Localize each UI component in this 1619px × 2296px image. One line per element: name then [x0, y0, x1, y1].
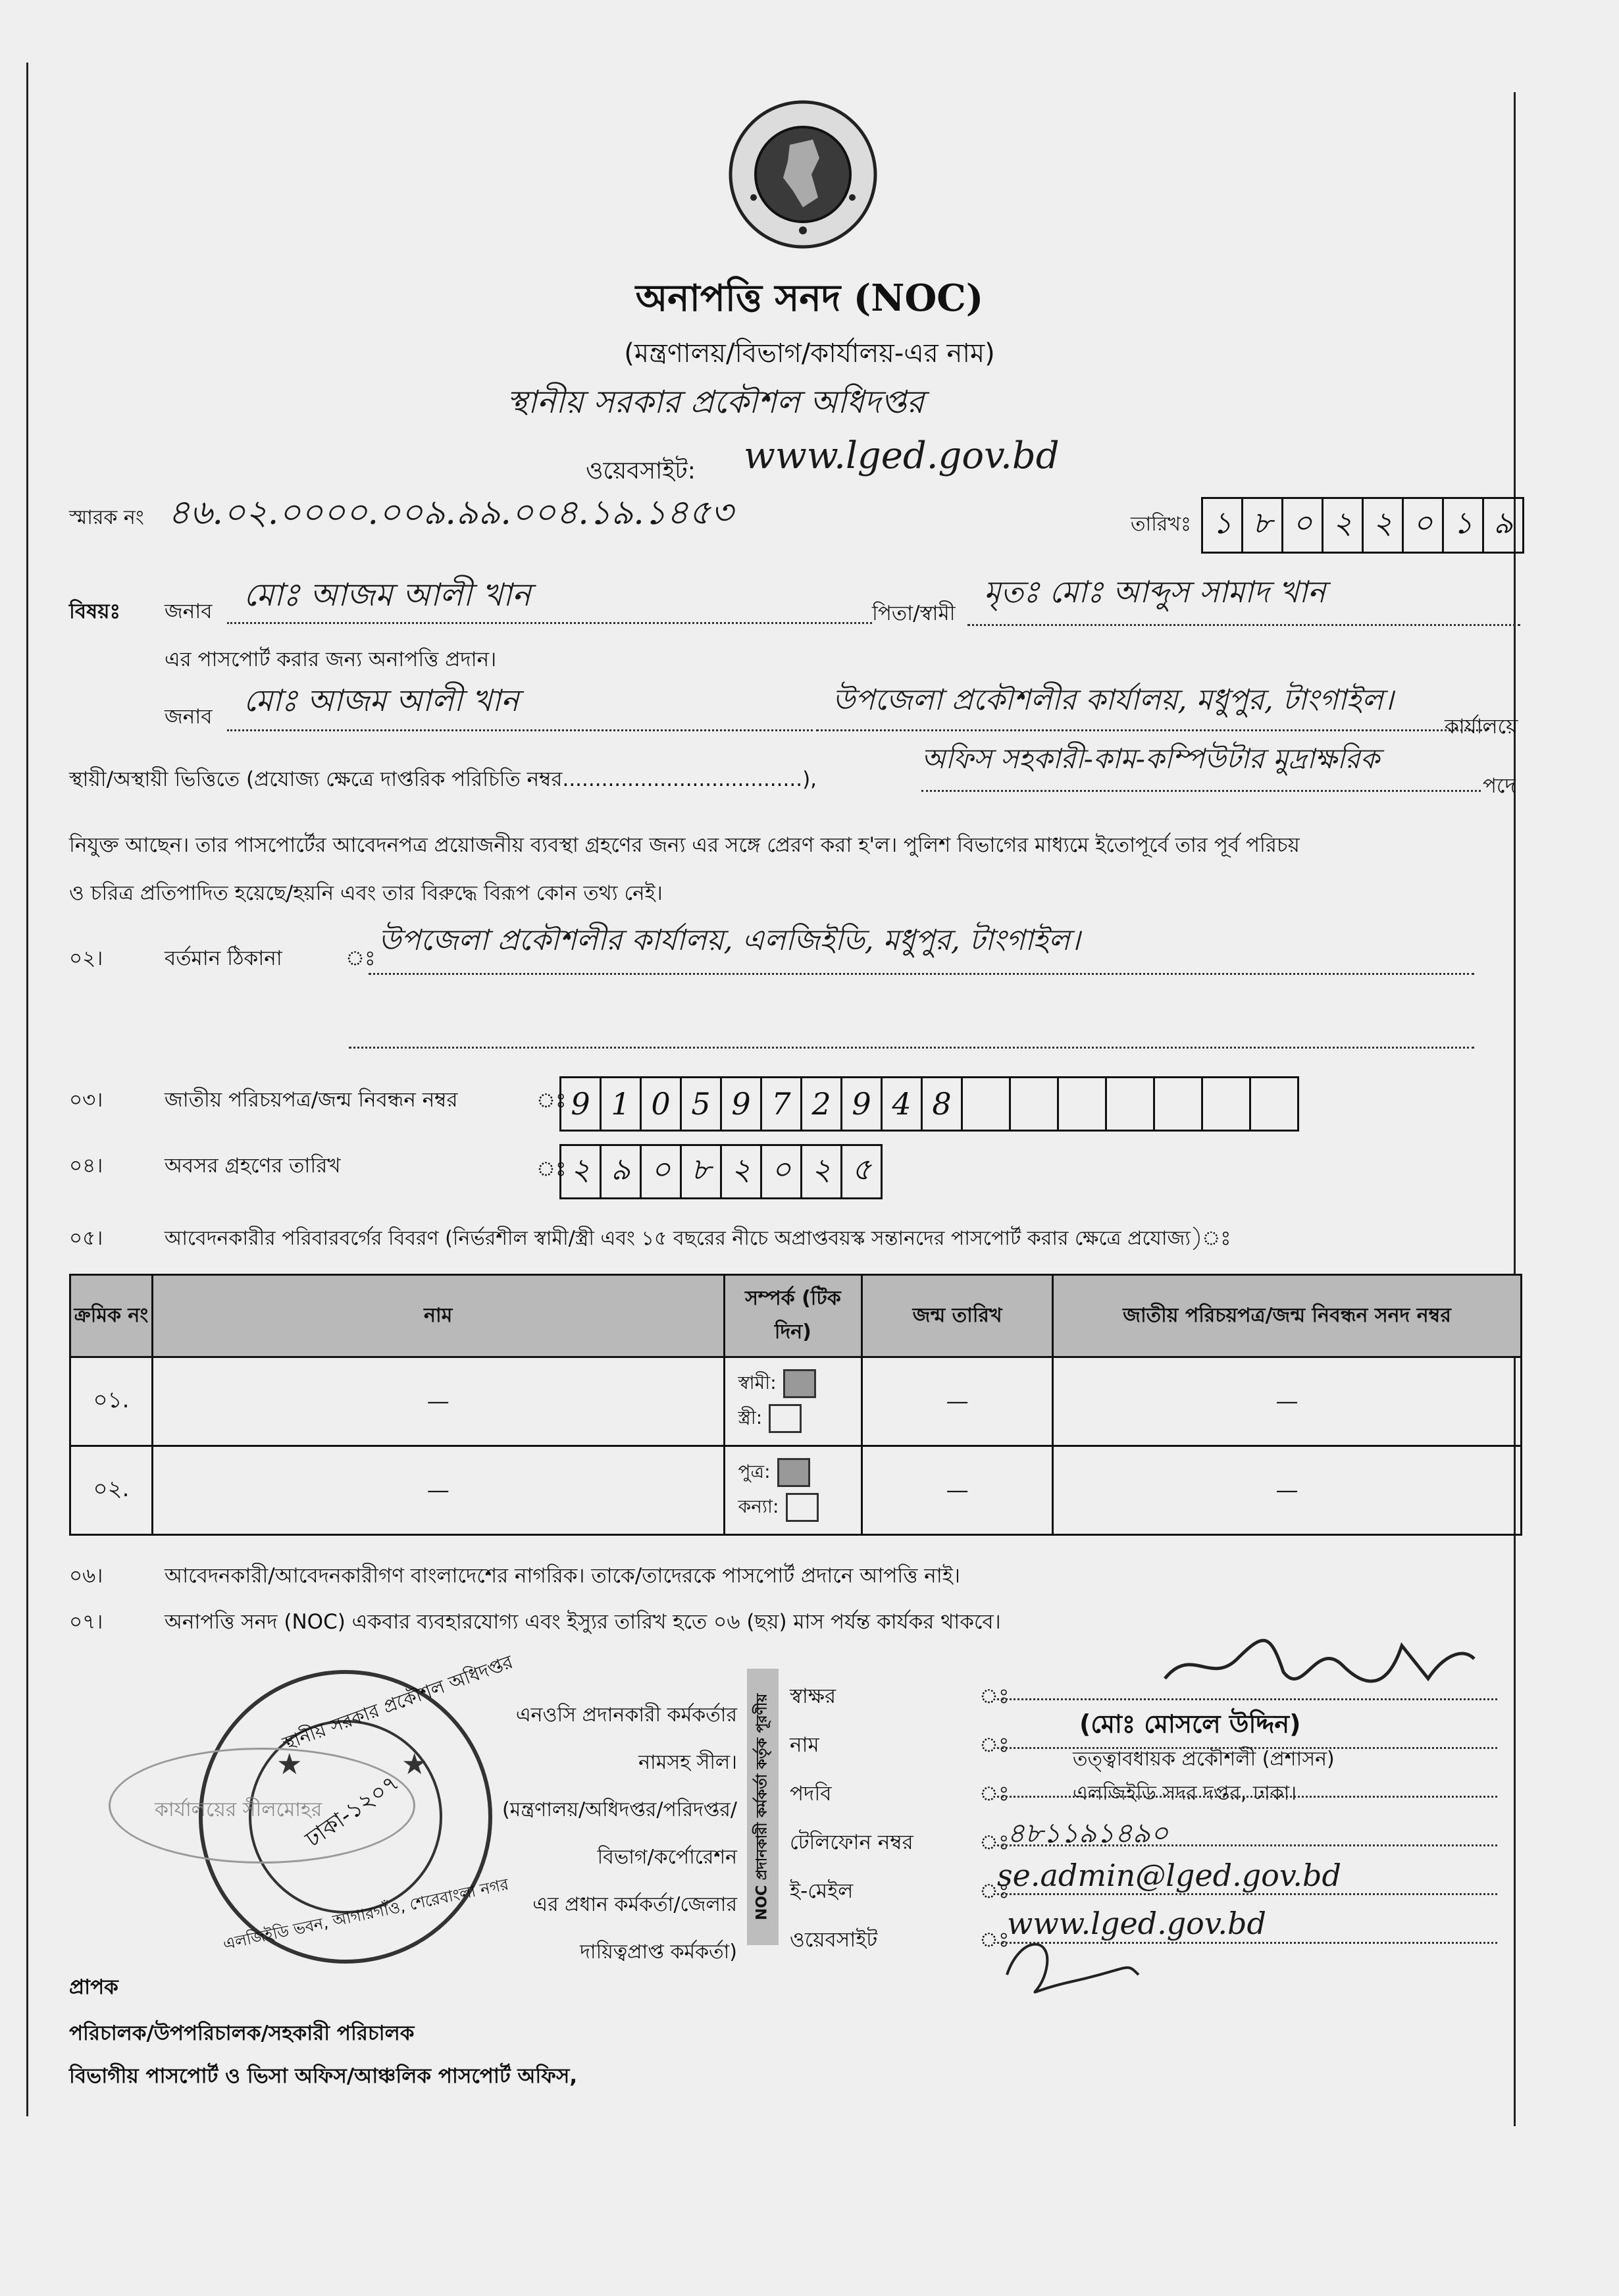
page-right-border	[1514, 92, 1516, 2126]
issuer-line: নামসহ সীল।	[638, 1751, 737, 1774]
nid-digit: 7	[762, 1078, 802, 1130]
designation-line	[921, 790, 1481, 792]
date-digit: ২	[1323, 499, 1364, 552]
noc-vertical-box	[747, 1669, 779, 1945]
government-emblem-icon	[727, 99, 879, 250]
nid-boxes	[559, 1076, 1299, 1132]
designation-suffix: পদে	[1483, 774, 1516, 798]
colon: ঃ	[979, 1831, 1010, 1854]
header-nid: জাতীয় পরিচয়পত্র/জন্ম নিবন্ধন সনদ নম্বর	[1052, 1275, 1521, 1357]
date-label: তারিখঃ	[1131, 513, 1191, 536]
nid-digit: 9	[842, 1078, 883, 1130]
issuer-block	[461, 1692, 737, 1976]
recipient-line2: বিভাগীয় পাসপোর্ট ও ভিসা অফিস/আঞ্চলিক পাসপোর্ট অফিস,	[69, 2064, 578, 2088]
field-label-signature: স্বাক্ষর	[790, 1684, 836, 1708]
wife-checkbox[interactable]	[769, 1404, 802, 1433]
family-table	[69, 1274, 1522, 1536]
officer-website: www.lged.gov.bd	[1007, 1906, 1266, 1941]
retire-label: অবসর গ্রহণের তারিখ	[165, 1154, 341, 1178]
colon: ঃ	[979, 1928, 1010, 1952]
retire-digit: ২	[722, 1146, 762, 1197]
date-digit: ৯	[1493, 505, 1513, 540]
field-label-name: নাম	[790, 1733, 819, 1757]
retire-digit: ২	[561, 1146, 602, 1197]
daughter-checkbox[interactable]	[786, 1493, 819, 1522]
father-name: মৃতঃ মোঃ আব্দুস সামাদ খান	[984, 574, 1326, 610]
row-relation	[724, 1357, 862, 1446]
relation-wife-label: স্ত্রী:	[738, 1407, 763, 1428]
noc-vertical-text: NOC প্রদানকারী কর্মকর্তা কর্তৃক পূরণীয়	[754, 1693, 771, 1921]
row-relation	[724, 1446, 862, 1535]
row-nid: —	[1052, 1357, 1521, 1446]
row-serial: ০২.	[70, 1446, 153, 1535]
seal-bottom-text: এলজিইডি ভবন, আগারগাঁও, শেরেবাংলা নগর	[221, 1875, 511, 1954]
header-dob: জন্ম তারিখ	[862, 1275, 1053, 1357]
item-02-number: ০২।	[69, 947, 103, 970]
office-line	[816, 729, 1487, 731]
retire-digit: ৮	[682, 1146, 722, 1197]
nid-colon: ঃ	[536, 1089, 567, 1112]
relation-husband-label: স্বামী:	[738, 1372, 777, 1394]
email-line	[997, 1893, 1497, 1895]
item-07-number: ০৭।	[69, 1610, 103, 1634]
nid-digit	[1107, 1078, 1155, 1130]
date-digit: ০	[1283, 499, 1323, 552]
address-label: বর্তমান ঠিকানা	[165, 947, 282, 970]
nid-digit	[1059, 1078, 1107, 1130]
field-label-website: ওয়েবসাইট	[790, 1928, 878, 1952]
family-table-header	[70, 1275, 1522, 1357]
row-name: —	[152, 1446, 724, 1535]
table-row	[70, 1357, 1522, 1446]
father-label: পিতা/স্বামী	[872, 602, 956, 625]
body-name: মোঃ আজম আলী খান	[244, 683, 519, 718]
nid-label: জাতীয় পরিচয়পত্র/জন্ম নিবন্ধন নম্বর	[165, 1088, 458, 1112]
subject-name-line	[227, 622, 872, 624]
date-digit: ০	[1404, 499, 1444, 552]
website-label: ওয়েবসাইট:	[586, 457, 696, 484]
nid-digit: 1	[602, 1078, 642, 1130]
retire-digit: ০	[762, 1146, 802, 1197]
address-line-2	[349, 1047, 1474, 1049]
document-title: অনাপত্তি সনদ (NOC)	[635, 276, 984, 320]
date-digit: ২	[1364, 499, 1404, 552]
father-name-line	[967, 624, 1520, 626]
issuer-line: (মন্ত্রণালয়/অধিদপ্তর/পরিদপ্তর/	[501, 1798, 737, 1821]
office-value: উপজেলা প্রকৌশলীর কার্যালয়, মধুপুর, টাংগাইল।	[833, 683, 1394, 717]
retire-digit: ৫	[852, 1151, 871, 1187]
field-label-phone: টেলিফোন নম্বর	[790, 1831, 913, 1854]
issuer-line: এনওসি প্রদানকারী কর্মকর্তার	[515, 1704, 737, 1727]
item-04-number: ০৪।	[69, 1154, 103, 1178]
row-nid: —	[1052, 1446, 1521, 1535]
svg-text:★: ★	[276, 1748, 303, 1781]
body-mr-label: জনাব	[165, 705, 213, 729]
address-value: উপজেলা প্রকৌশলীর কার্যালয়, এলজিইডি, মধুপুর, টাংগাইল।	[378, 924, 1081, 957]
ministry-value: স্থানীয় সরকার প্রকৌশল অধিদপ্তর	[507, 384, 925, 421]
row-dob: —	[862, 1446, 1053, 1535]
body-name-line	[227, 729, 813, 731]
memo-number: ৪৬.০২.০০০০.০০৯.৯৯.০০৪.১৯.১৪৫৩	[168, 493, 733, 533]
website-value: www.lged.gov.bd	[744, 434, 1060, 477]
table-row	[70, 1446, 1522, 1535]
nid-digit: 5	[682, 1078, 722, 1130]
recipient-label: প্রাপক	[69, 1975, 118, 1999]
row-serial: ০১.	[70, 1357, 153, 1446]
subject-name: মোঃ আজম আলী খান	[244, 577, 531, 613]
colon: ঃ	[979, 1782, 1010, 1806]
seal-center-text: ঢাকা-১২০৭	[300, 1769, 404, 1853]
office-seal-text: কার্যালয়ের সীলমোহর	[155, 1798, 322, 1821]
seal-ring-text: স্থানীয় সরকার প্রকৌশল অধিদপ্তর	[279, 1650, 516, 1755]
ministry-label: (মন্ত্রণালয়/বিভাগ/কার্যালয়-এর নাম)	[624, 338, 995, 369]
son-checkbox[interactable]	[777, 1458, 810, 1487]
relation-daughter-label: কন্যা:	[738, 1496, 779, 1517]
retire-digit: ০	[642, 1146, 682, 1197]
nid-digit	[1011, 1078, 1059, 1130]
office-suffix: কার্যালয়ে	[1445, 715, 1518, 739]
retire-digit: ২	[802, 1146, 842, 1197]
retire-digit: ৯	[602, 1146, 642, 1197]
date-digit: ১	[1444, 499, 1484, 552]
colon: ঃ	[979, 1733, 1010, 1757]
recipient-line1: পরিচালক/উপপরিচালক/সহকারী পরিচালক	[69, 2022, 415, 2045]
header-serial: ক্রমিক নং	[70, 1275, 153, 1357]
officer-phone: ৪৮১১৯১৪৯০	[1007, 1817, 1169, 1849]
officer-email: se.admin@lged.gov.bd	[997, 1858, 1341, 1893]
svg-text:★: ★	[401, 1748, 428, 1781]
field-label-email: ই-মেইল	[790, 1879, 854, 1903]
subject-label: বিষয়ঃ	[69, 600, 121, 623]
nid-digit	[1155, 1078, 1203, 1130]
issuer-line: বিভাগ/কর্পোরেশন	[597, 1846, 737, 1869]
issuer-field-labels	[790, 1672, 913, 1964]
nid-digit: 2	[802, 1078, 842, 1130]
issuer-line: দায়িত্বপ্রাপ্ত কর্মকর্তা)	[580, 1941, 737, 1964]
nid-digit	[963, 1078, 1011, 1130]
item-05-number: ০৫।	[69, 1226, 103, 1250]
subject-mr-label: জনাব	[165, 600, 213, 623]
paragraph-line2: ও চরিত্র প্রতিপাদিত হয়েছে/হয়নি এবং তার বিরুদ্ধে বিরূপ কোন তথ্য নেই।	[69, 881, 663, 905]
family-label: আবেদনকারীর পরিবারবর্গের বিবরণ (নির্ভরশীল স্বামী/স্ত্রী এবং ১৫ বছরের নীচে অপ্রাপ্তবয়স্ক সন্তানদের পাসপোর্ট করার ক্ষেত্রে প্রযোজ্য)ঃ	[165, 1227, 1231, 1250]
nid-digit: 9	[561, 1078, 602, 1130]
nid-digit: 8	[923, 1078, 963, 1130]
colon: ঃ	[979, 1879, 1010, 1903]
validity-text: অনাপত্তি সনদ (NOC) একবার ব্যবহারযোগ্য এবং ইস্যুর তারিখ হতে ০৬ (ছয়) মাস পর্যন্ত কার্যকর থাকবে।	[165, 1610, 1001, 1634]
designation-value: অফিস সহকারী-কাম-কম্পিউটার মুদ্রাক্ষরিক	[921, 743, 1380, 775]
retire-colon: ঃ	[536, 1157, 567, 1181]
paragraph-line1: নিযুক্ত আছেন। তার পাসপোর্টের আবেদনপত্র প্রয়োজনীয় ব্যবস্থা গ্রহণের জন্য এর সঙ্গে প্রেরণ করা হ'ল। পুলিশ বিভাগের মাধ্যমে ইতোপূর্বে তার পূর্ব পরিচয়	[69, 833, 1300, 857]
officer-office: এলজিইডি সদর দপ্তর, ঢাকা।	[1073, 1782, 1297, 1805]
handwritten-signature	[1152, 1619, 1481, 1711]
husband-checkbox[interactable]	[783, 1369, 816, 1398]
address-line-1	[369, 973, 1474, 975]
subject-line2: এর পাসপোর্ট করার জন্য অনাপত্তি প্রদান।	[165, 648, 497, 671]
issuer-field-colons	[979, 1672, 1010, 1964]
issuer-line: এর প্রধান কর্মকর্তা/জেলার	[532, 1893, 737, 1916]
nid-digit: 4	[883, 1078, 923, 1130]
row-dob: —	[862, 1357, 1053, 1446]
header-name: নাম	[152, 1275, 724, 1357]
date-boxes	[1201, 497, 1524, 554]
address-colon: ঃ	[346, 947, 376, 970]
memo-label: স্মারক নং	[69, 506, 144, 529]
permanent-text: স্থায়ী/অস্থায়ী ভিত্তিতে (প্রযোজ্য ক্ষেত্রে দাপ্তরিক পরিচিতি নম্বর.....................................),	[69, 768, 817, 791]
nid-digit	[1251, 1078, 1297, 1130]
item-06-number: ০৬।	[69, 1564, 103, 1588]
row-name: —	[152, 1357, 724, 1446]
item-03-number: ০৩।	[69, 1088, 103, 1112]
nid-digit	[1203, 1078, 1251, 1130]
date-digit: ১	[1203, 499, 1243, 552]
relation-son-label: পুত্র:	[738, 1461, 771, 1482]
field-label-designation: পদবি	[790, 1782, 832, 1806]
officer-name: (মোঃ মোসলে উদ্দিন)	[1079, 1709, 1301, 1738]
date-digit: ৮	[1243, 499, 1283, 552]
citizen-text: আবেদনকারী/আবেদনকারীগণ বাংলাদেশের নাগরিক। তাকে/তাদেরকে পাসপোর্ট প্রদানে আপত্তি নাই।	[165, 1564, 961, 1588]
retire-boxes	[559, 1144, 883, 1199]
nid-digit: 0	[642, 1078, 682, 1130]
officer-designation: তত্ত্বাবধায়ক প্রকৌশলী (প্রশাসন)	[1073, 1748, 1335, 1771]
colon: ঃ	[979, 1684, 1010, 1708]
nid-digit: 9	[722, 1078, 762, 1130]
header-relation: সম্পর্ক (টিক দিন)	[724, 1275, 862, 1357]
